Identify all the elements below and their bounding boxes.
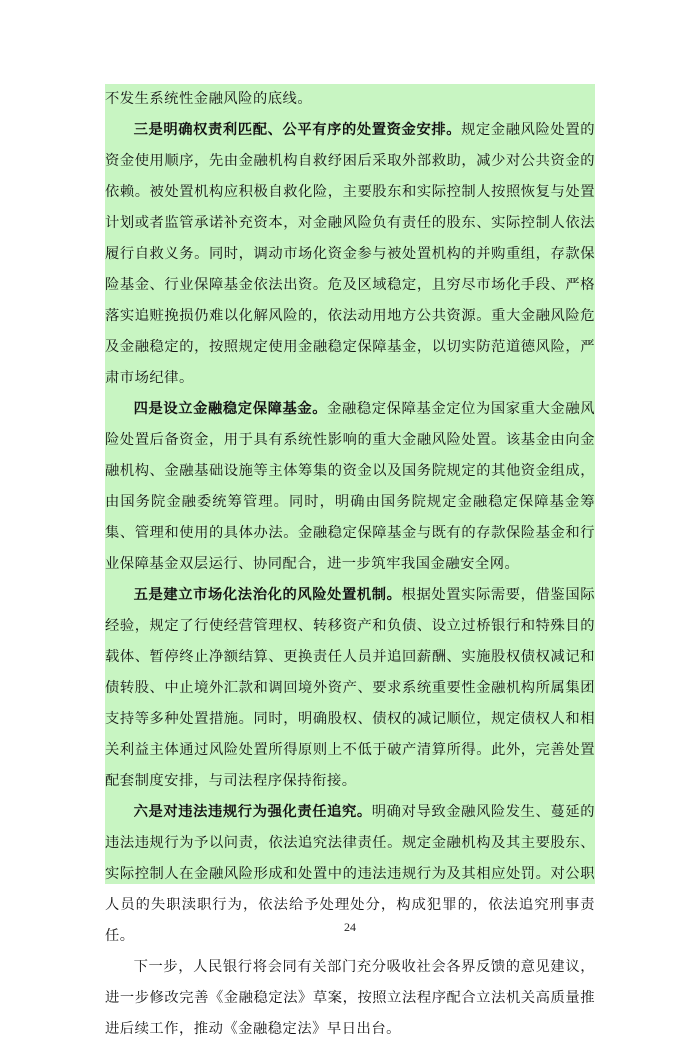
paragraph-fund-arrangement xyxy=(105,115,595,394)
paragraph-text: 下一步，人民银行将会同有关部门充分吸收社会各界反馈的意见建议，进一步修改完善《金融稳定法》草案，按照立法程序配合立法机关高质量推进后续工作，推动《金融稳定法》早日出台。 xyxy=(105,959,595,1037)
paragraph-text: 不发生系统性金融风险的底线。 xyxy=(105,91,313,107)
paragraph-stability-fund xyxy=(105,394,595,580)
paragraph-disposal-mechanism xyxy=(105,580,595,797)
page-number: 24 xyxy=(344,920,356,934)
paragraph-text: 明确对导致金融风险发生、蔓延的违法违规行为予以问责，依法追究法律责任。规定金融机构及其主要股东、实际控制人在金融风险形成和处置中的违法违规行为及其相应处罚。对公职人员的失职渎职行为，依法给予处理处分，构成犯罪的，依法追究刑事责任。 xyxy=(105,804,596,944)
paragraph-lead: 六是对违法违规行为强化责任追究。 xyxy=(133,804,372,820)
paragraph-lead: 三是明确权责利匹配、公平有序的处置资金安排。 xyxy=(133,122,462,138)
paragraph-lead: 四是设立金融稳定保障基金。 xyxy=(133,401,328,417)
paragraph-text: 根据处置实际需要，借鉴国际经验，规定了行使经营管理权、转移资产和负债、设立过桥银行和特殊目的载体、暂停终止净额结算、更换责任人员并追回薪酬、实施股权债权减记和债转股、中止境外汇款和调回境外资产、要求系统重要性金融机构所属集团支持等多种处置措施。同时，明确股权、债权的减记顺位，规定债权人和相关利益主体通过风险处置所得原则上不低于破产清算所得。此外，完善处置配套制度安排，与司法程序保持衔接。 xyxy=(105,587,596,789)
paragraph-text: 规定金融风险处置的资金使用顺序，先由金融机构自救纾困后采取外部救助，减少对公共资金的依赖。被处置机构应积极自救化险，主要股东和实际控制人按照恢复与处置计划或者监管承诺补充资本，对金融风险负有责任的股东、实际控制人依法履行自救义务。同时，调动市场化资金参与被处置机构的并购重组，存款保险基金、行业保障基金依法出资。危及区域稳定，且穷尽市场化手段、严格落实追赃挽损仍难以化解风险的，依法动用地方公共资源。重大金融风险危及金融稳定的，按照规定使用金融稳定保障基金，以切实防范道德风险，严肃市场纪律。 xyxy=(105,122,596,386)
paragraph-text: 金融稳定保障基金定位为国家重大金融风险处置后备资金，用于具有系统性影响的重大金融风险处置。该基金由向金融机构、金融基础设施等主体筹集的资金以及国务院规定的其他资金组成，由国务院金融委统筹管理。同时，明确由国务院规定金融稳定保障基金筹集、管理和使用的具体办法。金融稳定保障基金与既有的存款保险基金和行业保障基金双层运行、协同配合，进一步筑牢我国金融安全网。 xyxy=(105,401,595,572)
paragraph-next-steps xyxy=(105,952,595,1045)
paragraph-lead: 五是建立市场化法治化的风险处置机制。 xyxy=(133,587,402,603)
paragraph-continuation xyxy=(105,84,595,115)
